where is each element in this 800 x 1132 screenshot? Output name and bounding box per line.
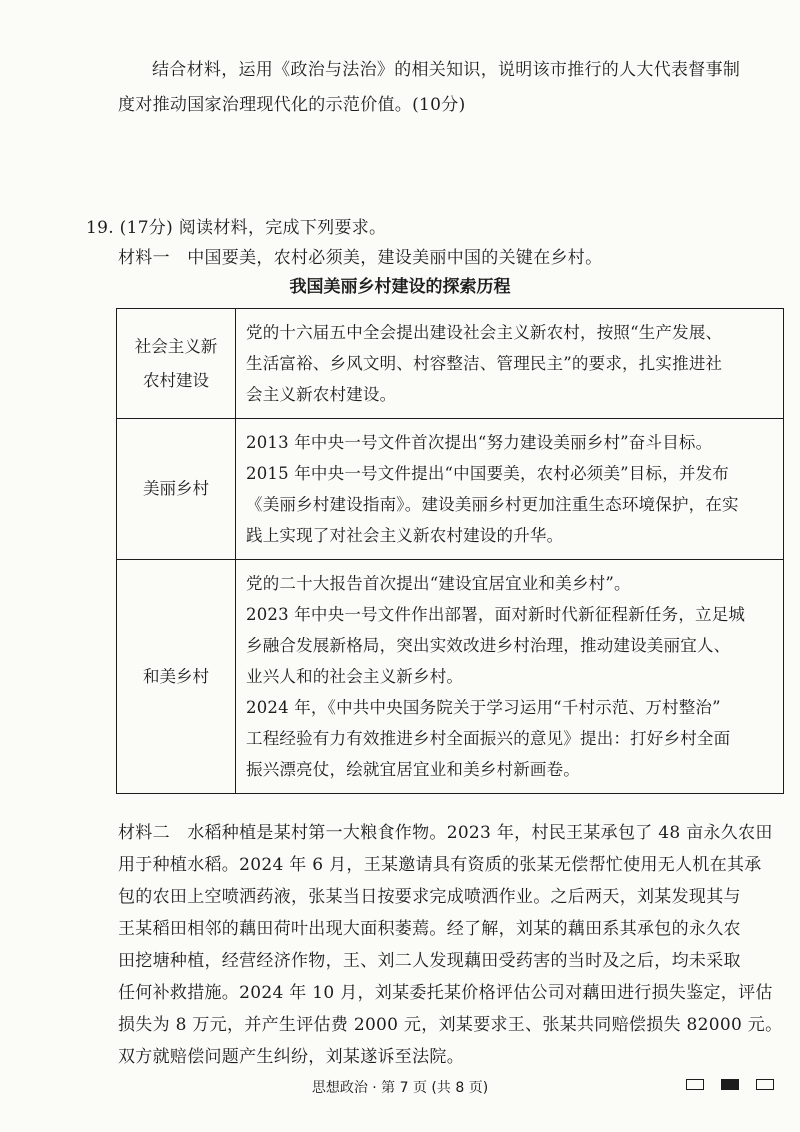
row-content-line: 2024 年，《中共中央国务院关于学习运用“千村示范、万村整治” <box>246 698 721 717</box>
material-2-line: 任何补救措施。2024 年 10 月，刘某委托某价格评估公司对藕田进行损失鉴定，评估 <box>118 983 773 1003</box>
question-19-heading: 19. (17分) 阅读材料，完成下列要求。 <box>86 218 387 238</box>
row-content <box>236 560 784 794</box>
row-label-line: 农村建设 <box>143 370 209 390</box>
row-content-line: 业兴人和的社会主义新乡村。 <box>246 667 464 686</box>
row-label-line: 和美乡村 <box>143 666 209 686</box>
row-content-line: 党的十六届五中全会提出建设社会主义新农村，按照“生产发展、 <box>246 323 723 342</box>
row-label-line: 美丽乡村 <box>143 479 209 498</box>
material-2-line: 损失为 8 万元，并产生评估费 2000 元，刘某要求王、张某共同赔偿损失 82000 元。 <box>118 1015 783 1035</box>
row-content-line: 生活富裕、乡风文明、村容整洁、管理民主”的要求，扎实推进社 <box>246 354 723 373</box>
table-title: 我国美丽乡村建设的探索历程 <box>289 277 511 297</box>
row-content-line: 2013 年中央一号文件首次提出“努力建设美丽乡村”奋斗目标。 <box>246 433 713 452</box>
page-marker-empty-icon <box>686 1079 704 1090</box>
row-content-line: 乡融合发展新格局，突出实效改进乡村治理，推动建设美丽宜人、 <box>246 636 731 655</box>
prev-question-line-2: 度对推动国家治理现代化的示范价值。(10分) <box>118 95 466 115</box>
table-row <box>117 309 784 419</box>
material-2-line: 材料二 水稻种植是某村第一大粮食作物。2023 年，村民王某承包了 48 亩永久农田 <box>118 823 773 843</box>
row-content-line: 党的二十大报告首次提出“建设宜居宜业和美乡村”。 <box>246 574 631 593</box>
row-content <box>236 309 784 419</box>
material-2-line: 双方就赔偿问题产生纠纷，刘某遂诉至法院。 <box>118 1047 464 1067</box>
row-content-line: 2023 年中央一号文件作出部署，面对新时代新征程新任务，立足城 <box>246 605 746 624</box>
row-label <box>117 419 236 560</box>
history-table <box>116 308 784 794</box>
row-label <box>117 309 236 419</box>
row-label-line: 社会主义新 <box>134 336 218 356</box>
row-content-line: 《美丽乡村建设指南》。建设美丽乡村更加注重生态环境保护，在实 <box>246 495 739 514</box>
material-2-line: 用于种植水稻。2024 年 6 月，王某邀请具有资质的张某无偿帮忙使用无人机在其承 <box>118 855 762 875</box>
row-content-line: 2015 年中央一号文件提出“中国要美，农村必须美”目标，并发布 <box>246 464 730 483</box>
material-2-line: 王某稻田相邻的藕田荷叶出现大面积萎蔫。经了解，刘某的藕田系其承包的永久农 <box>118 919 741 939</box>
row-label <box>117 560 236 794</box>
material-2-line: 田挖塘种植，经营经济作物，王、刘二人发现藕田受药害的当时及之后，均未采取 <box>118 951 741 971</box>
row-content-line: 践上实现了对社会主义新农村建设的升华。 <box>246 526 564 545</box>
material-2-line: 包的农田上空喷洒药液，张某当日按要求完成喷洒作业。之后两天，刘某发现其与 <box>118 887 741 907</box>
row-content-line: 振兴漂亮仗，绘就宜居宜业和美乡村新画卷。 <box>246 760 580 779</box>
table-row <box>117 560 784 794</box>
table-row <box>117 419 784 560</box>
page-footer: 思想政治 · 第 7 页 (共 8 页) <box>311 1080 489 1096</box>
page-marker-filled-icon <box>721 1079 739 1090</box>
page-marker-empty-icon <box>756 1079 774 1090</box>
material-1-intro: 材料一 中国要美，农村必须美，建设美丽中国的关键在乡村。 <box>118 248 603 268</box>
prev-question-line-1: 结合材料，运用《政治与法治》的相关知识，说明该市推行的人大代表督事制 <box>152 60 741 80</box>
row-content <box>236 419 784 560</box>
row-content-line: 工程经验有力有效推进乡村全面振兴的意见》提出：打好乡村全面 <box>246 729 731 748</box>
row-content-line: 会主义新农村建设。 <box>246 385 397 404</box>
